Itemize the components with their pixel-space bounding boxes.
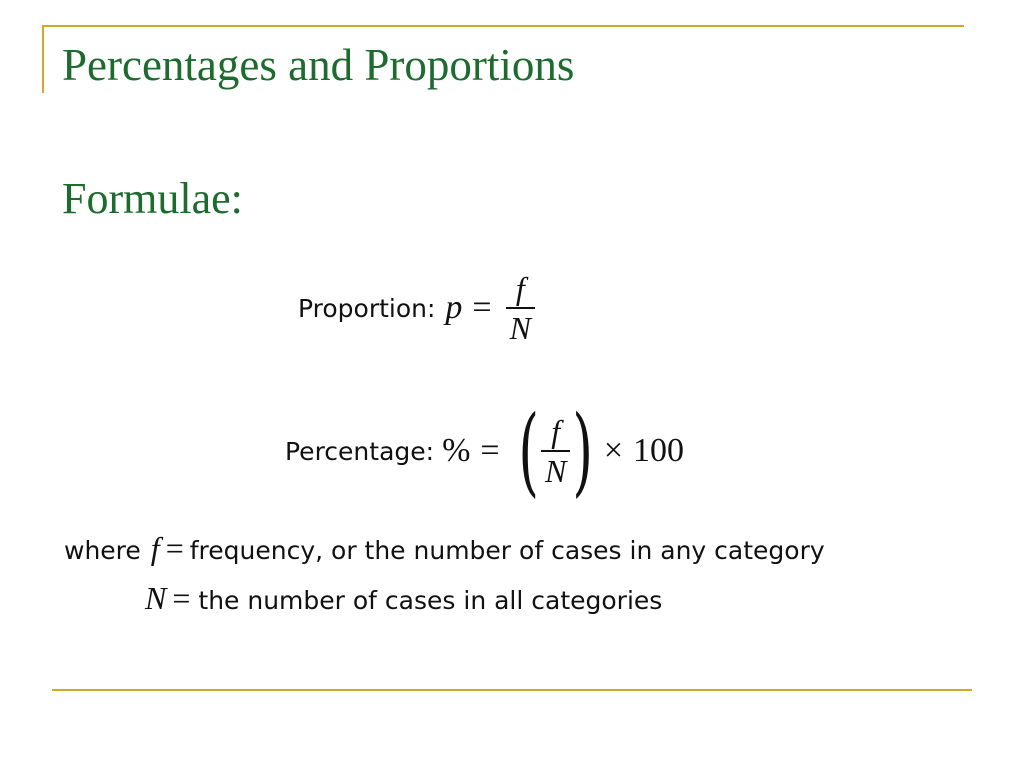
proportion-fraction <box>506 272 535 344</box>
f-equals: = <box>165 530 184 566</box>
where-label: where <box>64 536 141 565</box>
proportion-label: Proportion: <box>298 293 436 323</box>
top-border-rule <box>42 25 964 27</box>
percentage-denominator: N <box>545 453 567 489</box>
proportion-symbol: p <box>445 289 463 326</box>
slide-subtitle: Formulae: <box>62 174 243 223</box>
percentage-symbol: % <box>442 432 471 469</box>
fraction-bar <box>506 307 535 309</box>
slide-title: Percentages and Proportions <box>62 40 575 90</box>
definition-n <box>145 580 662 617</box>
percentage-multiplier: 100 <box>633 432 685 469</box>
close-paren: ) <box>572 395 594 507</box>
times-sign: × <box>603 432 624 469</box>
proportion-numerator: f <box>515 270 525 306</box>
percentage-label: Percentage: <box>285 436 435 466</box>
percentage-formula <box>285 395 685 507</box>
proportion-equals: = <box>472 289 492 326</box>
percentage-numerator: f <box>551 413 561 449</box>
n-definition-text: the number of cases in all categories <box>198 586 663 615</box>
fraction-bar <box>541 450 570 452</box>
f-symbol: f <box>150 530 160 566</box>
n-symbol: N <box>145 580 167 616</box>
f-definition-text: frequency, or the number of cases in any category <box>189 536 825 565</box>
proportion-formula <box>298 272 539 344</box>
left-border-rule <box>42 25 44 93</box>
percentage-fraction <box>541 415 570 487</box>
percentage-equals: = <box>480 432 500 469</box>
definition-f <box>64 530 825 567</box>
bottom-border-rule <box>52 689 972 691</box>
open-paren: ( <box>518 395 539 507</box>
proportion-denominator: N <box>509 310 531 346</box>
n-equals: = <box>172 580 191 616</box>
